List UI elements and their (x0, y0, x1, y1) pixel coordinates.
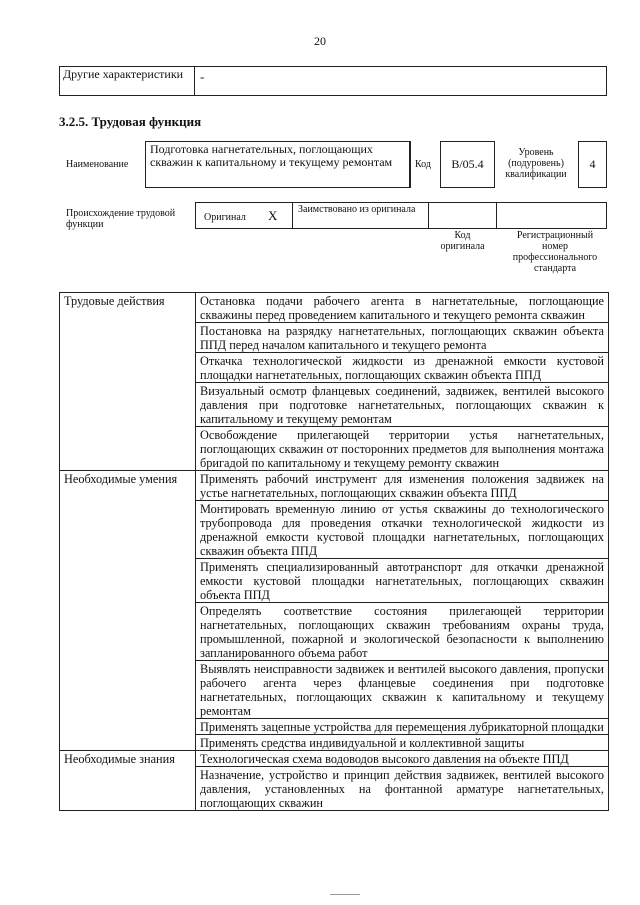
section-item: Назначение, устройство и принцип действия задвижек, вентилей высокого давления, установленных на фонтанной арматуре нагнетательных, поглощающих скважин (196, 767, 609, 811)
code-value-box: B/05.4 (440, 141, 495, 188)
table-row (60, 471, 609, 501)
borrowed-label: Заимствовано из оригинала (298, 204, 416, 215)
code-label: Код (415, 159, 431, 170)
code-original-caption: Код оригинала (440, 230, 485, 252)
origin-label: Происхождение трудовой функции (66, 208, 176, 230)
section-item: Освобождение прилегающей территории устья нагнетательных, поглощающих скважин от посторонних предметов для выполнения монтажа бригадой по капитальному и текущему ремонту скважин (196, 427, 609, 471)
section-item: Определять соответствие состояния прилегающей территории нагнетательных, поглощающих скважин требованиям охраны труда, промышленной, пожарной и экологической безопасности к выполнению запланированного объема работ (196, 603, 609, 661)
other-characteristics-label: Другие характеристики (60, 67, 195, 95)
section-item: Монтировать временную линию от устья скважины до технологического трубопровода для проведения откачки технологической жидкости из дренажной емкости кустовой площадки нагнетательных, поглощающих скважин объекта ППД (196, 501, 609, 559)
section-title: Трудовые действия (60, 293, 196, 471)
section-item: Применять специализированный автотранспорт для откачки дренажной емкости кустовой площадки нагнетательных, поглощающих скважин объекта ППД (196, 559, 609, 603)
scan-mark (330, 894, 360, 895)
section-item: Постановка на разрядку нагнетательных, поглощающих скважин объекта ППД перед началом капитального и текущего ремонта (196, 323, 609, 353)
level-value-box: 4 (578, 141, 607, 188)
section-heading: 3.2.5. Трудовая функция (59, 114, 202, 129)
name-label: Наименование (66, 159, 129, 170)
function-content-table (59, 292, 609, 811)
other-characteristics-table (59, 66, 607, 96)
reg-number-caption: Регистрационный номер профессионального стандарта (512, 230, 598, 274)
section-item: Откачка технологической жидкости из дренажной емкости кустовой площадки нагнетательных, поглощающих скважин объекта ППД (196, 353, 609, 383)
table-row (60, 751, 609, 767)
original-label: Оригинал (204, 212, 246, 223)
section-item: Визуальный осмотр фланцевых соединений, задвижек, вентилей высокого давления при подготовке нагнетательных, поглощающих скважин к капитальному и текущему ремонтам (196, 383, 609, 427)
original-mark: X (268, 208, 278, 223)
section-title: Необходимые знания (60, 751, 196, 811)
level-label: Уровень (подуровень) квалификации (505, 147, 567, 180)
other-characteristics-value: - (200, 69, 205, 84)
section-item: Применять зацепные устройства для перемещения лубрикаторной площадки (196, 719, 609, 735)
origin-row (195, 202, 607, 229)
section-title: Необходимые умения (60, 471, 196, 751)
section-item: Технологическая схема водоводов высокого давления на объекте ППД (196, 751, 609, 767)
function-name-box: Подготовка нагнетательных, поглощающих скважин к капитальному и текущему ремонтам (145, 141, 411, 188)
section-item: Выявлять неисправности задвижек и вентилей высокого давления, пропуски рабочего агента через фланцевые соединения при подготовке нагнетательных, поглощающих скважин к капитальному и текущему ремонтам (196, 661, 609, 719)
page-number: 20 (314, 34, 326, 48)
section-item: Применять средства индивидуальной и коллективной защиты (196, 735, 609, 751)
section-item: Остановка подачи рабочего агента в нагнетательные, поглощающие скважины перед проведением капитального и текущего ремонта скважин (196, 293, 609, 323)
section-item: Применять рабочий инструмент для изменения положения задвижек на устье нагнетательных, поглощающих скважин объекта ППД (196, 471, 609, 501)
table-row (60, 293, 609, 323)
